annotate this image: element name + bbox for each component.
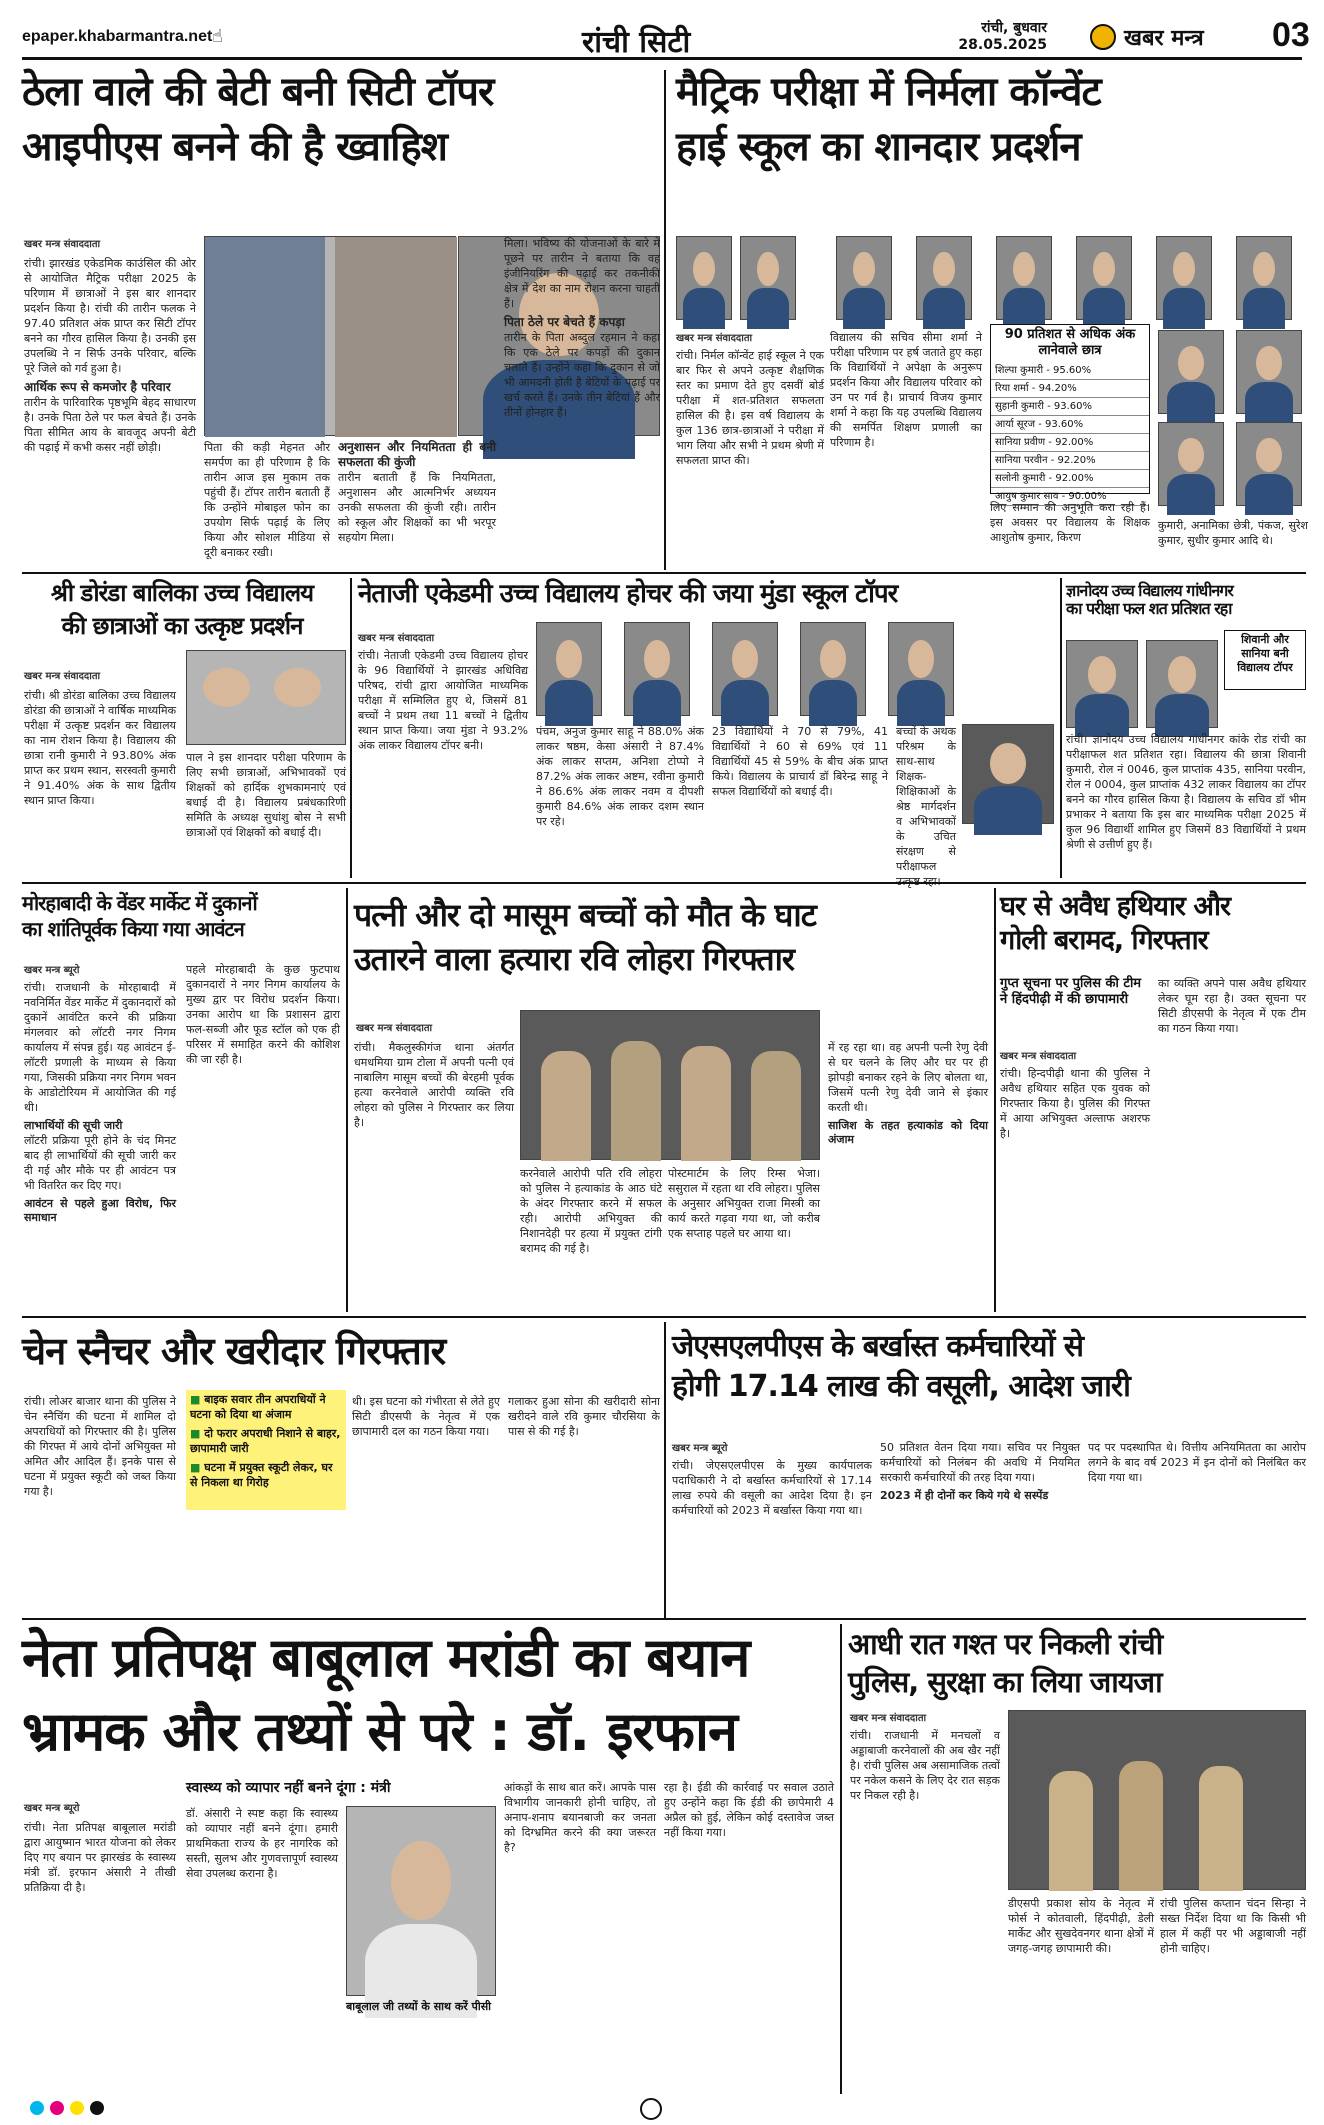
story2-col5: कुमारी, अनामिका छेत्री, पंकज, सुरेश कुमार, सुधीर कुमार आदि थे। bbox=[1158, 519, 1308, 547]
story9-headline: चेन स्नैचर और खरीदार गिरफ्तार bbox=[22, 1329, 446, 1373]
topper-row: सुहानी कुमारी - 93.60% bbox=[991, 398, 1149, 416]
print-registration-marks bbox=[30, 2100, 1300, 2118]
story1-subhead: आर्थिक रूप से कमजोर है परिवार bbox=[24, 380, 171, 394]
story4-col4: बच्चों के अथक परिश्रम के साथ-साथ शिक्षक-शिक्षिकाओं के श्रेष्ठ मार्गदर्शन व अभिभावकों के उचित संरक्षण से परीक्षाफल bbox=[896, 725, 956, 873]
story11-col2: डॉ. अंसारी ने स्पष्ट कहा कि स्वास्थ्य को व्यापार नहीं बनने दूंगा। हमारी प्राथमिकता राज्य के हर नागरिक को सस्ती, सुलभ और गुणवत्तापूर्ण स्वास्थ्य सेवा उपलब्ध कराना है। bbox=[186, 1807, 338, 1880]
student-photo bbox=[1158, 422, 1224, 506]
topper-row: आयुष कुमार साव - 90.00% bbox=[991, 488, 1149, 506]
student-photo bbox=[996, 236, 1052, 320]
column-divider bbox=[840, 1624, 842, 2094]
story1-col3 bbox=[338, 440, 496, 565]
student-photo bbox=[1156, 236, 1212, 320]
student-photo bbox=[624, 622, 690, 716]
story10-headline bbox=[672, 1330, 1306, 1403]
story10-col2 bbox=[880, 1440, 1080, 1614]
story11-col4: रहा है। ईडी की कार्रवाई पर सवाल उठाते हुए उन्होंने कहा कि ईडी की छापेमारी 4 अप्रैल को हुई, लेकिन कोई दस्तावेज जब्त नहीं किया गया। bbox=[664, 1781, 834, 1839]
story7-col2: करनेवाले आरोपी पति रवि लोहरा को पुलिस ने हत्याकांड के आठ घंटे के अंदर गिरफ्तार करने में सफल रही। आरोपी अभियुक्त की निशानदेही पर हत्या में प्रयुक्त टांगी बरामद की गई है। bbox=[520, 1167, 662, 1255]
column-divider bbox=[1060, 578, 1062, 878]
story1-col4-text: मिला। भविष्य की योजनाओं के बारे में पूछने पर तारीन ने बताया कि वह इंजीनियरिंग की पढ़ाई कर तकनीकी क्षेत्र में देश का नाम रोशन करना चाहती हैं। bbox=[504, 237, 660, 310]
story1-col4b-text: तारीन के पिता अब्दुल रहमान ने कहा कि एक ठेले पर कपड़ों की दुकान चलाते हैं। उन्होंने कहा कि दुकान से जो भी आमदनी होती है बेटियों के पढ़ाई पर खर्च करते हैं। उनके तीन बेटियां हैं और तीनों होनहार हैं। bbox=[504, 331, 660, 419]
story7-col4-text: में रह रहा था। वह अपनी पत्नी रेणु देवी से घर चलने के लिए और घर पर ही झोपड़ी बनाकर रहने के लिए बोलता था, जिसमें पत्नी रेणु देवी जाने से इंकार करती थी। bbox=[828, 1041, 988, 1114]
story7-col4 bbox=[828, 1040, 988, 1310]
highlight-text: बाइक सवार तीन अपराधियों ने घटना को दिया था अंजाम bbox=[190, 1393, 326, 1421]
highlight-item bbox=[186, 1390, 346, 1424]
story11-minister-photo bbox=[346, 1806, 496, 1996]
story12-headline-line2: पुलिस, सुरक्षा का लिया जायजा bbox=[848, 1665, 1162, 1700]
story11-byline: खबर मन्त्र ब्यूरो bbox=[24, 1803, 80, 1814]
story6-body-text: रांची। राजधानी के मोरहाबादी में नवनिर्मित वेंडर मार्केट में दुकानदारों को दुकानें आवंटित करने की प्रक्रिया मंगलवार को लॉटरी नगर निगम कार्यालय में संपन्न हुई। यह आवंटन ई-लॉटरी प्रणाली के माध्यम से किया गया, जिसकी प्रक्रिया नगर निगम भवन के आडोटोरियम में आयोजित की गई थी। bbox=[24, 981, 176, 1114]
topper-row: शिल्पा कुमारी - 95.60% bbox=[991, 362, 1149, 380]
story5-photo bbox=[1146, 640, 1218, 728]
story2-col2: विद्यालय की सचिव सीमा शर्मा ने परीक्षा परिणाम पर हर्ष जताते हुए कहा कि विद्यार्थियों ने अपेक्षा के अनुरूप प्रदर्शन किया और विद्यालय परिवार को उन पर गर्व है। प्राचार्य विजय कुमार शर्मा ने कहा कि यह उपलब्धि विद्यालय की समर्पित शिक्षण प्रणाली का परिणाम है। bbox=[830, 331, 982, 449]
topper-row: सलोनी कुमारी - 92.00% bbox=[991, 470, 1149, 488]
highlight-text: दो फरार अपराधी निशाने से बाहर, छापामारी जारी bbox=[190, 1427, 341, 1455]
story8-body: रांची। हिन्दपीढ़ी थाना की पुलिस ने अवैध हथियार सहित एक युवक को गिरफ्तार किया है। पुलिस की गिरफ्त में आया अभियुक्त अल्ताफ अशरफ है। bbox=[1000, 1067, 1150, 1140]
cursor-icon: ☝ bbox=[212, 26, 223, 47]
story1-col4-subhead: पिता ठेले पर बेचते हैं कपड़ा bbox=[504, 315, 625, 329]
masthead bbox=[22, 16, 1310, 60]
story8-headline bbox=[1000, 892, 1306, 956]
story3-headline-line1: श्री डोरंडा बालिका उच्च विद्यालय bbox=[50, 579, 314, 607]
story9-body: रांची। लोअर बाजार थाना की पुलिस ने चेन स्नैचिंग की घटना में शामिल दो अपराधियों को गिरफ्तार की है। पुलिस की गिरफ्त में आये दोनों अभियुक्त मो अमित और आदिल हैं। इनके पास से घटना में प्रयुक्त स्कूटी को जब्त किया गया है। bbox=[24, 1395, 176, 1498]
highlight-item bbox=[186, 1458, 346, 1492]
section-divider bbox=[22, 1618, 1306, 1620]
column-divider bbox=[346, 888, 348, 1312]
story12-headline-line1: आधी रात गश्त पर निकली रांची bbox=[848, 1627, 1163, 1661]
highlight-text: घटना में प्रयुक्त स्कूटी लेकर, घर से निकला था गिरोह bbox=[190, 1461, 333, 1489]
story3-byline: खबर मन्त्र संवाददाता bbox=[24, 671, 101, 682]
story3-headline-line2: की छात्राओं का उत्कृष्ट प्रदर्शन bbox=[61, 611, 303, 640]
student-photo bbox=[1076, 236, 1132, 320]
story8-col2: का व्यक्ति अपने पास अवैध हथियार लेकर घूम रहा है। उक्त सूचना पर सिटी डीएसपी के नेतृत्व में एक टीम का गठन किया गया। bbox=[1158, 977, 1306, 1035]
student-photo bbox=[836, 236, 892, 320]
story1-headline-line2: आइपीएस बनने की है ख्वाहिश bbox=[22, 123, 447, 170]
story7-headline-line2: उतारने वाला हत्यारा रवि लोहरा गिरफ्तार bbox=[354, 939, 794, 978]
story10-subhead: 2023 में ही दोनों कर किये गये थे सस्पेंड bbox=[880, 1489, 1049, 1502]
story5-headline bbox=[1066, 582, 1306, 618]
page-number: 03 bbox=[1272, 16, 1310, 54]
section-divider bbox=[22, 572, 1306, 574]
column-divider bbox=[350, 578, 352, 878]
section-divider bbox=[22, 1316, 1306, 1318]
story11-col3: आंकड़ों के साथ बात करें। आपके पास विभागीय जानकारी होनी चाहिए, तो अनाप-शनाप बयानबाजी कर जनता को दिग्भ्रमित करने की क्या जरूरत है? bbox=[504, 1781, 656, 1854]
column-divider bbox=[994, 888, 996, 1312]
dateline-day: रांची, बुधवार bbox=[981, 20, 1047, 36]
story12-col2: डीएसपी प्रकाश सोय के नेतृत्व में फोर्स ने कोतवाली, हिंदपीढ़ी, डेली मार्केट और सुखदेवनगर थाना क्षेत्रों में जगह-जगह छापामारी की। bbox=[1008, 1897, 1154, 1955]
story4-byline: खबर मन्त्र संवाददाता bbox=[358, 633, 435, 644]
story11-headline-line2: भ्रामक और तथ्यों से परे : डॉ. इरफान bbox=[22, 1700, 738, 1764]
story1-photo bbox=[204, 236, 456, 436]
story11-subhead: बाबूलाल जी तथ्यों के साथ करें पीसी bbox=[346, 2000, 491, 2013]
story6-byline: खबर मन्त्र ब्यूरो bbox=[24, 965, 80, 976]
story4-col2: पंचम, अनुज कुमार साहू ने 88.0% अंक लाकर षष्ठम, केसा अंसारी ने 87.4% अंक लाकर सप्तम, अनिशा टोप्पो ने 87.2% अंक लाकर अष्टम, रवीना कुमारी ने 86.6% अंक लाकर नवम व दीपशी कुमारी 84.6% अंक लाकर दशम स्थान पर रहे। bbox=[536, 725, 704, 828]
story5-headline-line1: ज्ञानोदय उच्च विद्यालय गांधीनगर bbox=[1066, 581, 1233, 600]
story3-body: रांची। श्री डोरंडा बालिका उच्च विद्यालय डोरंडा की छात्राओं ने वार्षिक माध्यमिक परीक्षा में उत्कृष्ट प्रदर्शन कर विद्यालय का नाम रोशन किया है। विद्यालय की छात्रा रानी कुमारी ने 93.80% अंक प्राप्त कर प्रथम स्थान, सरस्वती कुमारी ने 91.40% अंक के साथ द्वितीय स्थान प्राप्त किया। bbox=[24, 689, 177, 807]
story7-headline-line1: पत्नी और दो मासूम बच्चों को मौत के घाट bbox=[354, 896, 816, 934]
bullet-square-icon: ■ bbox=[190, 1393, 205, 1406]
story2-body: रांची। निर्मल कॉन्वेंट हाई स्कूल ने एक बार फिर से अपने उत्कृष्ट शैक्षणिक स्तर का प्रमाण देते हुए दसवीं बोर्ड परीक्षा में शत-प्रतिशत सफलता हासिल की है। इस वर्ष विद्यालय के कुल 136 छात्र-छात्राओं ने परीक्षा में भाग लिया और सभी ने प्रथम श्रेणी में सफलता प्राप्त की। bbox=[676, 349, 824, 467]
toppers-box-title: 90 प्रतिशत से अधिक अंक लानेवाले छात्र bbox=[1004, 327, 1136, 359]
story7-col3: पोस्टमार्टम के लिए रिम्स भेजा। ससुराल में रहता था रवि लोहरा। पुलिस के अनुसार अभियुक्त राजा मिस्त्री का कार्य करते गढ़वा गया था, जो करीब एक सप्ताह पहले घर आया था। bbox=[668, 1167, 820, 1240]
story2-headline-line2: हाई स्कूल का शानदार प्रदर्शन bbox=[676, 123, 1081, 170]
story5-toppers-label: शिवानी और सानिया बनी विद्यालय टॉपर bbox=[1224, 630, 1306, 690]
story1-body bbox=[24, 256, 196, 586]
topper-row: सानिया प्रवीण - 92.00% bbox=[991, 434, 1149, 452]
story1-body2-text: तारीन के पारिवारिक पृष्ठभूमि बेहद साधारण है। उनके पिता ठेले पर फल बेचते हैं। उनके पिता सीमित आय के बावजूद अपनी बेटी की पढ़ाई में कभी कसर नहीं छोड़ी। bbox=[24, 396, 196, 454]
bullet-square-icon: ■ bbox=[190, 1427, 205, 1440]
story6-body bbox=[24, 980, 176, 1310]
topper-row: रिया शर्मा - 94.20% bbox=[991, 380, 1149, 398]
story6-sub2: आवंटन से पहले हुआ विरोध, फिर समाधान bbox=[24, 1196, 176, 1224]
student-photo bbox=[676, 236, 732, 320]
story2-student-photos bbox=[676, 236, 1306, 326]
story10-headline-line2: होगी 17.14 लाख की वसूली, आदेश जारी bbox=[672, 1368, 1130, 1404]
crosshair-icon bbox=[640, 2098, 662, 2120]
story12-body: रांची। राजधानी में मनचलों व अड्डाबाजी करनेवालों की अब खैर नहीं है। रांची पुलिस अब असामाजिक तत्वों पर नकेल कसने के लिए देर रात सड़क पर निकल रही है। bbox=[850, 1729, 1000, 1802]
section-title: रांची सिटी bbox=[582, 25, 691, 60]
student-photo bbox=[888, 622, 954, 716]
story10-body: रांची। जेएसएलपीएस के मुख्य कार्यपालक पदाधिकारी ने दो बर्खास्त कर्मचारियों से 17.14 लाख रुपये की वसूली का आदेश दिया है। इन कर्मचारियों को 2023 में बर्खास्त किया गया था। bbox=[672, 1459, 872, 1517]
story9-highlights bbox=[186, 1390, 346, 1510]
section-divider bbox=[22, 882, 1306, 884]
story5-photo bbox=[1066, 640, 1138, 728]
story10-col2-text: 50 प्रतिशत वेतन दिया गया। सचिव पर नियुक्त कर्मचारियों को निलंबन की अवधि में नियमित सरकारी कर्मचारियों की तरह दिया गया। bbox=[880, 1441, 1080, 1484]
story2-toppers-box bbox=[990, 324, 1150, 502]
story6-headline-line2: का शांतिपूर्वक किया गया आवंटन bbox=[22, 917, 244, 942]
story2-col4: लिए सम्मान की अनुभूति करा रही हैं। इस अवसर पर विद्यालय के शिक्षक आशुतोष कुमार, किरण bbox=[990, 501, 1150, 544]
topper-row: सानिया परवीन - 92.20% bbox=[991, 452, 1149, 470]
dateline bbox=[937, 20, 1047, 54]
story1-byline: खबर मन्त्र संवाददाता bbox=[24, 239, 101, 250]
story12-col3: रांची पुलिस कप्तान चंदन सिन्हा ने सख्त निर्देश दिया था कि किसी भी हाल में कहीं पर भी अड्डाबाजी नहीं होनी चाहिए। bbox=[1160, 1897, 1306, 1955]
story1-col3-text: तारीन बताती हैं कि नियमितता, अनुशासन और आत्मनिर्भर अध्ययन उनकी सफलता की कुंजी रही। तारीन को स्कूल और शिक्षकों का भी भरपूर सहयोग मिला। bbox=[338, 471, 496, 544]
story12-byline: खबर मन्त्र संवाददाता bbox=[850, 1713, 927, 1724]
story4-body: रांची। नेताजी एकेडमी उच्च विद्यालय होचर के 96 विद्यार्थियों ने झारखंड अधिविद्य परिषद, रांची द्वारा आयोजित माध्यमिक परीक्षा में सम्मिलित हुए थे, जिसमें 81 बच्चों ने प्रथम तथा 11 बच्चों ने द्वितीय स्थान प्राप्त किया। जया मुंडा ने 93.2% अंक लाकर विद्यालय टॉपर बनी। bbox=[358, 649, 528, 752]
story12-headline bbox=[848, 1628, 1306, 1699]
student-photo bbox=[536, 622, 602, 716]
story7-subhead: साजिश के तहत हत्याकांड को दिया अंजाम bbox=[828, 1119, 988, 1146]
site-url[interactable]: epaper.khabarmantra.net bbox=[22, 28, 213, 45]
story11-headline bbox=[22, 1628, 842, 1763]
story3-col2: पाल ने इस शानदार परीक्षा परिणाम के लिए सभी छात्राओं, अभिभावकों एवं शिक्षकों को हार्दिक शुभकामनाएं एवं बधाई दी है। विद्यालय प्रबंधकारिणी समिति के अध्यक्ष सुधांशु बोस ने सभी छात्राओं एवं शिक्षकों को बधाई दी। bbox=[186, 751, 346, 839]
story9-col2: थी। इस घटना को गंभीरता से लेते हुए सिटी डीएसपी के नेतृत्व में एक छापामारी दल का गठन किया गया। bbox=[352, 1395, 500, 1438]
column-divider bbox=[664, 70, 666, 570]
story3-headline bbox=[22, 580, 342, 640]
story7-body: रांची। मैकलुस्कीगंज थाना अंतर्गत धमधमिया ग्राम टोला में अपनी पत्नी एवं नाबालिग मासूम बच्चों की बेरहमी पूर्वक हत्या करनेवाले आरोपी व्यक्ति रवि लोहरा को पुलिस ने गिरफ्तार कर लिया है। bbox=[354, 1041, 514, 1129]
student-photo bbox=[1236, 236, 1292, 320]
story11-deck: स्वास्थ्य को व्यापार नहीं बनने दूंगा : मंत्री bbox=[186, 1780, 391, 1796]
story8-headline-line2: गोली बरामद, गिरफ्तार bbox=[1000, 925, 1208, 957]
story7-press-photo bbox=[520, 1010, 820, 1160]
story9-col3: गलाकर हुआ सोना की खरीदारी सोना खरीदने वाले रवि कुमार चौरसिया के पास से की गई है। bbox=[508, 1395, 660, 1438]
column-divider bbox=[664, 1322, 666, 1618]
story6-col2: पहले मोरहाबादी के कुछ फुटपाथ दुकानदारों ने नगर निगम कार्यालय के मुख्य द्वार पर विरोध प्रदर्शन किया। उनका आरोप था कि प्रशासन द्वारा फल-सब्जी और फूड स्टॉल को एक ही परिसर में समाहित करने की कोशिश की जा रही है। bbox=[186, 963, 340, 1066]
student-photo bbox=[740, 236, 796, 320]
story4-student-photos bbox=[536, 622, 956, 718]
story8-byline: खबर मन्त्र संवाददाता bbox=[1000, 1051, 1077, 1062]
bullet-square-icon: ■ bbox=[190, 1461, 205, 1474]
story1-headline bbox=[22, 70, 662, 170]
story11-headline-line1: नेता प्रतिपक्ष बाबूलाल मरांडी का बयान bbox=[22, 1626, 750, 1689]
student-photo bbox=[1236, 330, 1302, 414]
story1-col2: पिता की कड़ी मेहनत और समर्पण का ही परिणाम है कि तारीन आज इस मुकाम तक पहुंची हैं। टॉपर तारीन बताती हैं कि उन्होंने मोबाइल फोन का उपयोग सिर्फ पढ़ाई के लिए किया और सोशल मीडिया से दूरी बनाकर रखी। bbox=[204, 441, 330, 559]
story1-col4 bbox=[504, 236, 660, 566]
student-photo bbox=[712, 622, 778, 716]
story5-body: रांची। ज्ञानोदय उच्च विद्यालय गांधीनगर कांके रोड रांची का परीक्षाफल शत प्रतिशत रहा। विद्यालय की छात्रा शिवानी कुमारी, रोल नं 0046, कुल प्राप्तांक 435, सानिया परवीन, रोल नं 0004, कुल प्राप्तांक 432 लाकर विद्यालय का टॉपर बनने का गौरव हासिल किया है। विद्यालय के सचिव डॉ भीम प्रभाकर ने बताया कि इस बार माध्यमिक परीक्षा 2025 में कुल 96 विद्यार्थी शामिल हुए जिसमें 83 विद्यार्थियों ने प्रथम श्रेणी से उत्तीर्ण हुए हैं। bbox=[1066, 733, 1306, 851]
brand-name: खबर मन्त्र bbox=[1124, 26, 1204, 51]
student-photo bbox=[800, 622, 866, 716]
story6-headline bbox=[22, 892, 342, 941]
highlight-item bbox=[186, 1424, 346, 1458]
story6-body2-text: लॉटरी प्रक्रिया पूरी होने के चंद मिनट बाद ही लाभार्थियों की सूची जारी कर दी गई और मौके पर ही आवंटन पत्र भी वितरित कर दिए गए। bbox=[24, 1133, 176, 1192]
dateline-date: 28.05.2025 bbox=[958, 37, 1047, 53]
story11-body: रांची। नेता प्रतिपक्ष बाबूलाल मरांडी द्वारा आयुष्मान भारत योजना को लेकर दिए गए बयान पर झारखंड के स्वास्थ्य मंत्री डॉ. इरफान अंसारी ने तीखी प्रतिक्रिया दी है। bbox=[24, 1821, 176, 1894]
story6-headline-line1: मोरहाबादी के वेंडर मार्केट में दुकानों bbox=[22, 891, 257, 915]
story4-headline: नेताजी एकेडमी उच्च विद्यालय होचर की जया मुंडा स्कूल टॉपर bbox=[358, 579, 898, 609]
story10-col3: पद पर पदस्थापित थे। वित्तीय अनियमितता का आरोप लगने के बाद वर्ष 2023 में इन दोनों को निलंबित कर दिया गया था। bbox=[1088, 1441, 1306, 1484]
story12-patrol-photo bbox=[1008, 1710, 1306, 1890]
topper-row: आर्या सूरज - 93.60% bbox=[991, 416, 1149, 434]
story10-byline: खबर मन्त्र ब्यूरो bbox=[672, 1443, 728, 1454]
story7-headline bbox=[354, 898, 994, 978]
story2-byline: खबर मन्त्र संवाददाता bbox=[676, 333, 753, 344]
brand-logo-icon bbox=[1090, 24, 1116, 50]
story5-headline-line2: का परीक्षा फल शत प्रतिशत रहा bbox=[1066, 598, 1232, 618]
story1-body-text: रांची। झारखंड एकेडमिक काउंसिल की ओर से आयोजित मैट्रिक परीक्षा 2025 के परिणाम में छात्राओं ने इस बार शानदार प्रदर्शन किया है। रांची की तारीन फलक ने 97.40 प्रतिशत अंक प्राप्त कर सिटी टॉपर बनने का गौरव हासिल किया है। उनकी इस उपलब्धि ने न सिर्फ उनके परिवार, बल्कि पूरे जिले को गर्व हुआ है। bbox=[24, 257, 196, 375]
story10-headline-line1: जेएसएलपीएस के बर्खास्त कर्मचारियों से bbox=[672, 1329, 1084, 1364]
story1-headline-line1: ठेला वाले की बेटी बनी सिटी टॉपर bbox=[22, 69, 494, 115]
story4-principal-photo bbox=[962, 724, 1054, 824]
story2-headline bbox=[676, 70, 1306, 170]
story2-more-photos bbox=[1158, 330, 1308, 510]
story8-deck: गुप्त सूचना पर पुलिस की टीम ने हिंदपीढ़ी में की छापामारी bbox=[1000, 976, 1142, 1008]
student-photo bbox=[1158, 330, 1224, 414]
story7-byline: खबर मन्त्र संवाददाता bbox=[356, 1023, 433, 1034]
story3-photo bbox=[186, 650, 346, 745]
story2-headline-line1: मैट्रिक परीक्षा में निर्मला कॉन्वेंट bbox=[676, 69, 1101, 115]
story8-headline-line1: घर से अवैध हथियार और bbox=[1000, 891, 1231, 922]
student-photo bbox=[916, 236, 972, 320]
story1-col3-subhead: अनुशासन और नियमितता ही बनी सफलता की कुंजी bbox=[338, 440, 496, 469]
story4-col3: 23 विद्यार्थियों ने 70 से 79%, 41 विद्यार्थियों ने 60 से 69% एवं 11 विद्यार्थियों 45 से 59% के बीच अंक प्राप्त किये। विद्यालय के प्राचार्य डॉ बिरेन्द्र साहू ने सफल विद्यार्थियों को बधाई दी। bbox=[712, 725, 888, 798]
student-photo bbox=[1236, 422, 1302, 506]
story6-sub1: लाभार्थियों की सूची जारी bbox=[24, 1119, 123, 1132]
